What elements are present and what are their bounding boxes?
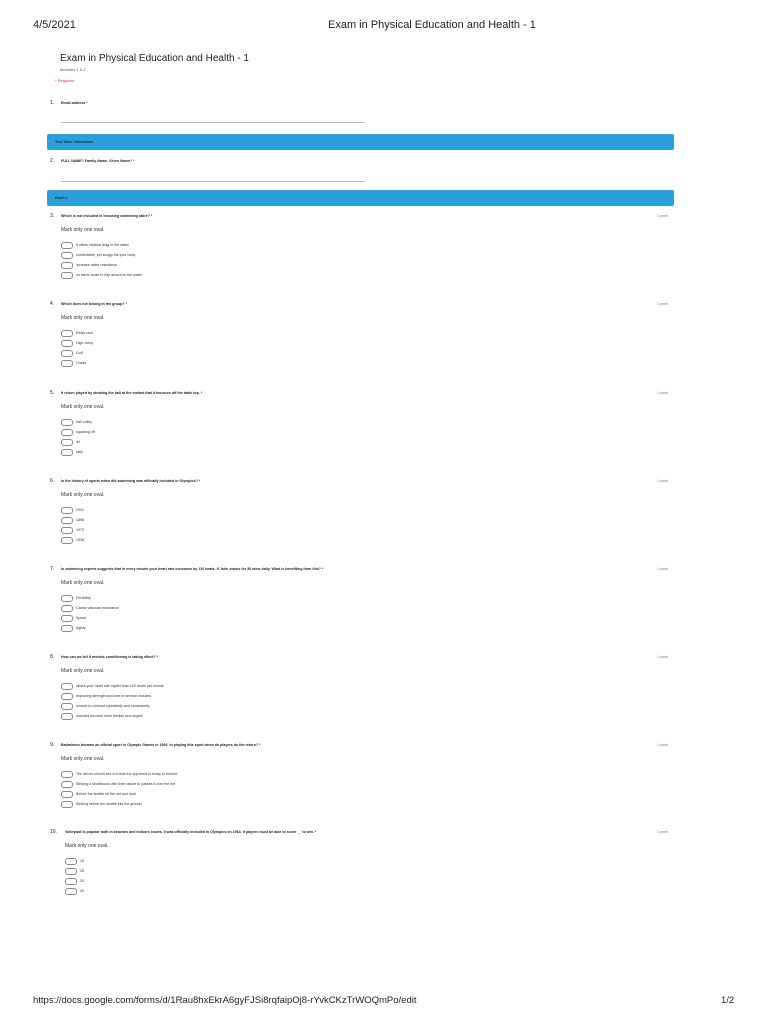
option-row[interactable] xyxy=(61,769,177,779)
option-label: comfortable, yet snugly fits your body xyxy=(76,253,136,257)
option-row[interactable] xyxy=(61,515,84,525)
option-label: Relay race xyxy=(76,331,94,335)
option-row[interactable] xyxy=(61,260,142,270)
question-text: How can we tell if aerobic conditioning is taking effect? * xyxy=(61,655,159,659)
radio-oval[interactable] xyxy=(61,507,73,514)
option-label: 1538 xyxy=(76,538,84,542)
radio-oval[interactable] xyxy=(61,703,73,710)
option-label: let xyxy=(76,440,80,444)
question-text: FULL NAME? Family Name, Given Name? * xyxy=(61,159,135,163)
radio-oval[interactable] xyxy=(61,262,73,269)
option-row[interactable] xyxy=(61,681,164,691)
option-label: it offers minimal drag in the water xyxy=(76,243,129,247)
radio-oval[interactable] xyxy=(61,439,73,446)
option-label: 2001 xyxy=(76,508,84,512)
option-label: 1896 xyxy=(76,518,84,522)
radio-oval[interactable] xyxy=(61,625,73,632)
radio-oval[interactable] xyxy=(61,340,73,347)
form-title: Exam in Physical Education and Health - 1 xyxy=(60,53,249,64)
radio-oval[interactable] xyxy=(61,683,73,690)
option-label: Cardio vascular endurance xyxy=(76,606,119,610)
option-row[interactable] xyxy=(61,603,119,613)
mark-only-label: Mark only one oval. xyxy=(61,404,105,410)
page-number: 1/2 xyxy=(721,995,735,1006)
radio-oval[interactable] xyxy=(61,605,73,612)
radio-oval[interactable] xyxy=(61,330,73,337)
options-list xyxy=(61,681,164,721)
question-number: 4. xyxy=(50,301,55,307)
option-label: 25 xyxy=(80,869,84,873)
question-number: 9. xyxy=(50,742,55,748)
option-row[interactable] xyxy=(61,328,93,338)
points-label: 1 point xyxy=(657,655,668,659)
option-row[interactable] xyxy=(65,876,84,886)
section-title: Test Taker information xyxy=(55,139,94,144)
radio-oval[interactable] xyxy=(65,858,77,865)
radio-oval[interactable] xyxy=(61,771,73,778)
radio-oval[interactable] xyxy=(61,801,73,808)
option-label: muscles become more flexible and supple xyxy=(76,714,143,718)
section-header-test-taker xyxy=(47,134,674,150)
radio-oval[interactable] xyxy=(61,781,73,788)
radio-oval[interactable] xyxy=(61,252,73,259)
form-subtitle: Modules 1 & 2 xyxy=(60,67,86,72)
option-row[interactable] xyxy=(61,593,119,603)
mark-only-label: Mark only one oval. xyxy=(61,492,105,498)
option-label: High Jump xyxy=(76,341,94,345)
question-text: Email address * xyxy=(61,101,88,105)
option-label: raises your heart rate higher than 120 beats per minute xyxy=(76,684,164,688)
radio-oval[interactable] xyxy=(61,429,73,436)
radio-oval[interactable] xyxy=(61,791,73,798)
radio-oval[interactable] xyxy=(61,615,73,622)
option-row[interactable] xyxy=(61,525,84,535)
radio-oval[interactable] xyxy=(61,693,73,700)
radio-oval[interactable] xyxy=(61,517,73,524)
options-list xyxy=(61,240,142,280)
option-label: Golf xyxy=(76,351,83,355)
options-list xyxy=(61,769,177,809)
points-label: 1 point xyxy=(657,743,668,747)
option-label: squaring off xyxy=(76,430,95,434)
option-row[interactable] xyxy=(61,358,93,368)
option-label: Speed xyxy=(76,616,87,620)
option-row[interactable] xyxy=(61,789,177,799)
option-row[interactable] xyxy=(61,505,84,515)
radio-oval[interactable] xyxy=(65,868,77,875)
print-date: 4/5/2021 xyxy=(33,19,76,31)
options-list xyxy=(65,856,84,896)
option-label: half volley xyxy=(76,420,92,424)
question-number: 6. xyxy=(50,478,55,484)
option-row[interactable] xyxy=(61,691,164,701)
question-text: Volleyball is popular both in beaches and indoors courts. It was officially included in Olympics on 1964. If players must be able to score __ to win. * xyxy=(65,830,317,834)
option-label: Chess xyxy=(76,361,87,365)
question-number: 7. xyxy=(50,566,55,572)
question-number: 8. xyxy=(50,654,55,660)
radio-oval[interactable] xyxy=(61,242,73,249)
question-number: 3. xyxy=(50,213,55,219)
option-row[interactable] xyxy=(61,417,95,427)
option-row[interactable] xyxy=(61,338,93,348)
options-list xyxy=(61,417,95,457)
question-text: Which is not included in choosing swimming attire? * xyxy=(61,214,153,218)
question-number: 2. xyxy=(50,158,55,164)
option-label: muscle to contract repeatedly and consistently xyxy=(76,704,150,708)
question-text: In the history of sports when did swimming was officially included in Olympics? * xyxy=(61,479,201,483)
option-label: increase water resistance xyxy=(76,263,117,267)
required-note: * Required xyxy=(55,78,74,83)
mark-only-label: Mark only one oval. xyxy=(61,580,105,586)
option-row[interactable] xyxy=(61,447,95,457)
radio-oval[interactable] xyxy=(61,449,73,456)
radio-oval[interactable] xyxy=(65,888,77,895)
radio-oval[interactable] xyxy=(61,527,73,534)
option-label: 1973 xyxy=(76,528,84,532)
points-label: 1 point xyxy=(657,479,668,483)
section-title: Exam 1 xyxy=(55,195,68,200)
question-text: Badminton became an official sport in Olympic Games in 1992. In playing this sport when do players do the return? * xyxy=(61,743,261,747)
question-text: It return played by stroking the ball at the instant that it bounces off the table top. * xyxy=(61,391,203,395)
question-text: Which does not belong in the group? * xyxy=(61,302,127,306)
option-row[interactable] xyxy=(61,701,164,711)
question-number: 10. xyxy=(50,829,57,835)
option-row[interactable] xyxy=(65,866,84,876)
radio-oval[interactable] xyxy=(61,595,73,602)
email-field[interactable] xyxy=(61,122,365,123)
option-row[interactable] xyxy=(61,270,142,280)
full-name-field[interactable] xyxy=(61,181,365,182)
option-row[interactable] xyxy=(61,613,119,623)
mark-only-label: Mark only one oval. xyxy=(61,668,105,674)
option-label: improving strength and tone in several muscles xyxy=(76,694,152,698)
option-row[interactable] xyxy=(61,623,119,633)
mark-only-label: Mark only one oval. xyxy=(61,315,105,321)
option-row[interactable] xyxy=(61,779,177,789)
radio-oval[interactable] xyxy=(61,272,73,279)
option-label: rally xyxy=(76,450,83,454)
mark-only-label: Mark only one oval. xyxy=(61,227,105,233)
options-list xyxy=(61,505,84,545)
radio-oval[interactable] xyxy=(61,713,73,720)
option-label: The server should see to it that the opponent is ready to receive xyxy=(76,772,178,776)
mark-only-label: Mark only one oval. xyxy=(65,843,109,849)
option-label: 15 xyxy=(80,859,84,863)
page-url: https://docs.google.com/forms/d/1Rau8hxEkrA6gyFJSi8rqfaipOj8-rYvkCKzTrWOQmPo/edit xyxy=(33,995,417,1006)
options-list xyxy=(61,328,93,368)
points-label: 1 point xyxy=(657,830,668,834)
question-text: In swimming experts suggests that in every minute your heart rate increases by 120 beats. If John swims for 30 mins daily. What is benefiting from this? * xyxy=(61,567,324,571)
option-label: no fabric loose to flap around in the water xyxy=(76,273,142,277)
option-label: Striking a shuttlecock with their racket to passes it over the net xyxy=(76,782,176,786)
option-row[interactable] xyxy=(61,799,177,809)
option-row[interactable] xyxy=(61,535,84,545)
mark-only-label: Mark only one oval. xyxy=(61,756,105,762)
radio-oval[interactable] xyxy=(61,350,73,357)
print-title: Exam in Physical Education and Health - 1 xyxy=(328,19,536,31)
question-number: 5. xyxy=(50,390,55,396)
option-row[interactable] xyxy=(65,856,84,866)
option-row[interactable] xyxy=(61,711,164,721)
radio-oval[interactable] xyxy=(65,878,77,885)
options-list xyxy=(61,593,119,633)
points-label: 1 point xyxy=(657,391,668,395)
question-number: 1. xyxy=(50,100,55,106)
points-label: 1 point xyxy=(657,214,668,218)
option-row[interactable] xyxy=(61,250,142,260)
option-row[interactable] xyxy=(61,427,95,437)
option-row[interactable] xyxy=(61,240,142,250)
radio-oval[interactable] xyxy=(61,537,73,544)
radio-oval[interactable] xyxy=(61,360,73,367)
option-label: Agility xyxy=(76,626,86,630)
option-label: Striking before the shuttle hits the ground. xyxy=(76,802,143,806)
points-label: 1 point xyxy=(657,302,668,306)
section-header-exam-1 xyxy=(47,190,674,206)
option-row[interactable] xyxy=(61,437,95,447)
option-label: 20 xyxy=(80,889,84,893)
option-row[interactable] xyxy=(61,348,93,358)
points-label: 1 point xyxy=(657,567,668,571)
option-label: Flexibility xyxy=(76,596,91,600)
option-label: Before the shuttle hit the net and land xyxy=(76,792,136,796)
radio-oval[interactable] xyxy=(61,419,73,426)
option-label: 30 xyxy=(80,879,84,883)
option-row[interactable] xyxy=(65,886,84,896)
